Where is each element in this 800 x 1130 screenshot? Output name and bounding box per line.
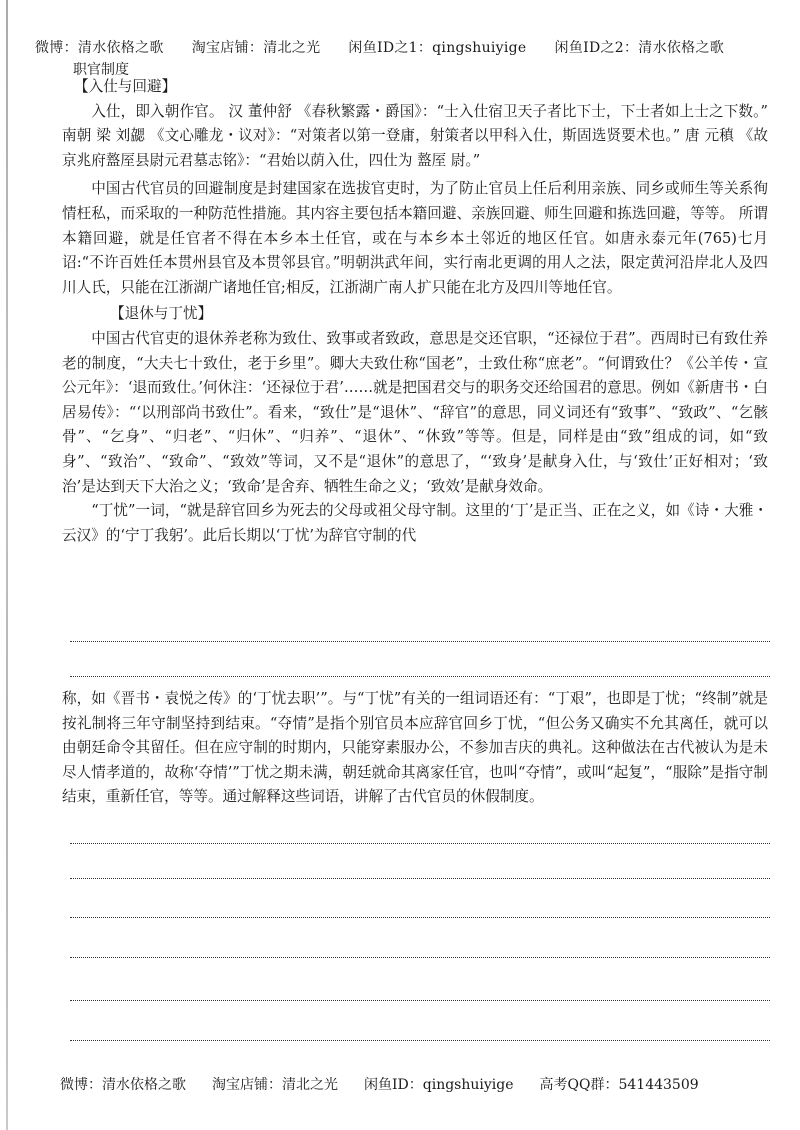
footer-qq-group: 高考QQ群：541443509 [539,1077,699,1093]
dotted-rule [70,641,770,642]
footer-weibo: 微博：清水依格之歌 [60,1077,186,1093]
dotted-rule [70,843,770,844]
main-content [62,75,768,548]
dotted-rule [70,1000,770,1001]
footer-taobao: 淘宝店铺：清北之光 [212,1077,338,1093]
dotted-rule [70,1040,770,1041]
entry-heading: 【入仕与回避】 [74,78,177,95]
header-weibo: 微博：清水依格之歌 [35,40,164,56]
entry-paragraph-1: 入仕，即入朝作官。 汉 董仲舒 《春秋繁露・爵国》：“士入仕宿卫天子者比下士，下士者如上士之下数。” 南朝 梁 刘勰 《文心雕龙・议对》：“对策者以第一登庸，射策者以甲科入仕，斯固选贤要术也。” 唐 元稹 《故京兆府盩厔县尉元君墓志铭》：“君始以荫入仕，四仕为 盩厔 尉。” [62,102,768,169]
header-taobao: 淘宝店铺：清北之光 [191,40,321,56]
retire-paragraph-1: 中国古代官吏的退休养老称为致仕、致事或者致政，意思是交还官职，“还禄位于君”。西周时已有致仕养老的制度，“大夫七十致仕，老于乡里”。卿大夫致仕称“国老”，士致仕称“庶老”。“何谓致仕？《公羊传・宣公元年》：‘退而致仕。’何休注：‘还禄位于君’……就是把国君交与的职务交还给国君的意思。例如《新唐书・白居易传》：“‘以刑部尚书致仕”。看来，“致仕”是“退休”、“辞官”的意思，同义词还有“致事”、“致政”、“乞骸骨”、“乞身”、“归老”、“归休”、“归养”、“退休”、“休致”等等。但是，同样是由“致”组成的词，如“致身”、“致治”、“致命”、“致效”等词，又不是“退休”的意思了，“‘致身’是献身入仕，与‘致仕’正好相对；‘致治’是达到天下大治之义；‘致命’是舍弃、牺牲生命之义；‘致效’是献身效命。 [62,329,768,495]
page-footer [60,1074,780,1094]
retire-paragraph-3: 称，如《晋书・袁悦之传》的‘丁忧去职’”。与“丁忧”有关的一组词语还有：“丁艰”，也即是丁忧；“终制”就是按礼制将三年守制坚持到结束。“夺情”是指个别官员本应辞官回乡丁忧，“但公务又确实不允其离任，就可以由朝廷命令其留任。但在应守制的时期内，只能穿素服办公，不参加吉庆的典礼。这种做法在古代被认为是未尽人情孝道的，故称‘夺情’”丁忧之期未满，朝廷就命其离家任官，也叫“夺情”，或叫“起复”，“服除”是指守制结束，重新任官，等等。通过解释这些词语，讲解了古代官员的休假制度。 [62,690,768,806]
scan-edge-shadow [6,0,8,1130]
dotted-rule [70,676,770,677]
dotted-rule [70,917,770,918]
continued-content [62,687,768,810]
dotted-rule [70,878,770,879]
retire-heading: 【退休与丁忧】 [110,305,213,323]
dotted-rule [70,957,770,958]
header-xianyu-2: 闲鱼ID之2：清水依格之歌 [554,40,725,56]
header-xianyu-1: 闲鱼ID之1：qingshuiyige [348,40,527,56]
page-title: 职官制度 [73,62,129,78]
retire-paragraph-2: “丁忧”一词，“就是辞官回乡为死去的父母或祖父母守制。这里的‘丁’是正当、正在之义，如《诗・大雅・云汉》的‘宁丁我躬’。此后长期以‘丁忧’为辞官守制的代 [62,502,768,544]
footer-xianyu: 闲鱼ID：qingshuiyige [364,1077,514,1093]
entry-paragraph-2: 中国古代官员的回避制度是封建国家在选拔官吏时，为了防止官员上任后利用亲族、同乡或师生等关系徇情枉私，而采取的一种防范性措施。其内容主要包括本籍回避、亲族回避、师生回避和拣选回避，等等。 所谓本籍回避，就是任官者不得在本乡本土任官，或在与本乡本土邻近的地区任官。如唐永泰元年(765)七月诏:“不许百姓任本贯州县官及本贯邻县官。”明朝洪武年间，实行南北更调的用人之法，限定黄河沿岸北人及四川人氏，只能在江浙湖广诸地任官;相反，江浙湖广南人扩只能在北方及四川等地任官。 [62,180,768,296]
page-header [35,37,775,57]
